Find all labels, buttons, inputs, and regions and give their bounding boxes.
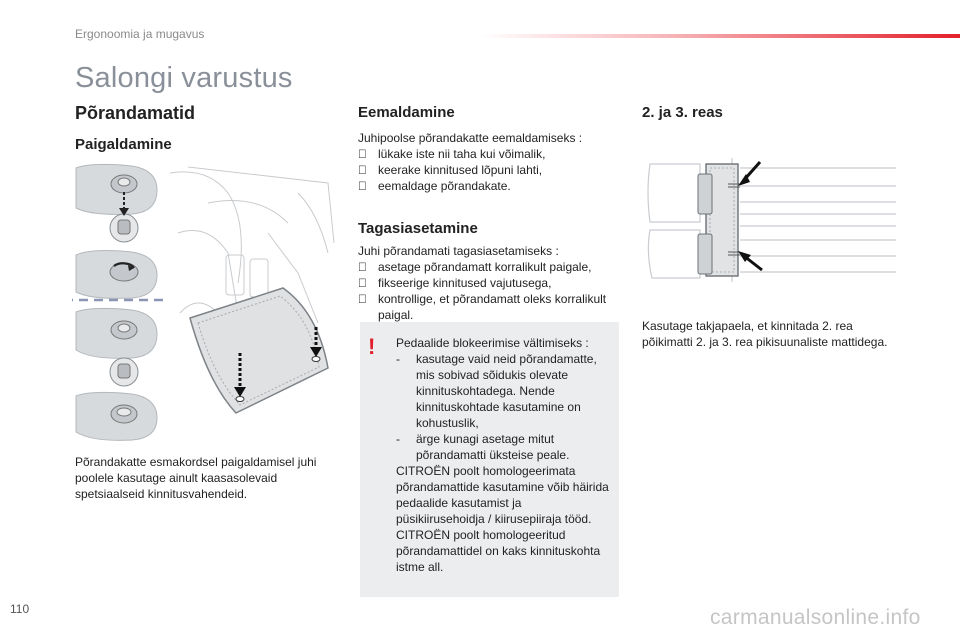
list-item: - kasutage vaid neid põrandamatte, mis sobivad sõidukis olevate kinnituskohtadega. Nende kinnituskohtade kasutamine on kohustuslik, [396,352,597,430]
section-header: Ergonoomia ja mugavus [75,27,205,41]
floor-mats-heading: Põrandamatid [75,103,196,123]
list-item: keerake kinnitused lõpuni lahti, [378,163,543,177]
refit-intro: Juhi põrandamati tagasiasetamiseks : [358,244,559,258]
dash-marker: - [396,432,400,446]
exclamation-icon: ! [368,334,376,359]
removal-heading: Eemaldamine [358,104,455,121]
removal-list [358,146,620,194]
watermark: carmanualsonline.info [710,606,921,629]
refit-heading: Tagasiasetamine [358,220,478,237]
page-number: 110 [10,602,30,616]
removal-intro: Juhipoolse põrandakatte eemaldamiseks : [358,131,583,145]
list-item: kontrollige, et põrandamatt oleks korralikult paigal. [378,292,607,322]
warning-note-text [396,335,611,575]
list-item: - ärge kunagi asetage mitut põrandamatti üksteise peale. [396,432,570,462]
header-accent-rule [480,34,960,38]
rear-rows-mats-illustration [640,152,900,282]
list-item: fikseerige kinnitused vajutusega, [378,276,552,290]
refit-list [358,259,620,323]
fitting-caption: Põrandakatte esmakordsel paigaldamisel juhi poolele kasutage ainult kaasasolevaid spetsiaalseid kinnitusvahendeid. [75,455,317,501]
note-paragraph: CITROËN poolt homologeeritud põrandamattidel on kaks kinnituskohta istme all. [396,528,601,574]
list-item: lükake iste nii taha kui võimalik, [378,147,546,161]
page-title: Salongi varustus [75,62,293,94]
footwell-mat-illustration [168,163,338,433]
list-item: asetage põrandamatt korralikult paigale, [378,260,592,274]
note-intro: Pedaalide blokeerimise vältimiseks : [396,336,589,350]
refit-text [358,243,620,323]
rows-heading: 2. ja 3. reas [642,104,723,121]
rows-caption: Kasutage takjapaela, et kinnitada 2. rea põikimatti 2. ja 3. rea pikisuunaliste mattidega. [642,319,888,349]
dash-marker: - [396,352,400,366]
list-item: eemaldage põrandakate. [378,179,511,193]
fastener-steps-illustration [72,160,167,445]
removal-text [358,130,620,194]
fitting-subheading: Paigaldamine [75,136,172,153]
note-paragraph: CITROËN poolt homologeerimata põrandamattide kasutamine võib häirida pedaalide kasutamist ja püsikiirusehoidja / kiirusepiiraja tööd. [396,464,609,526]
